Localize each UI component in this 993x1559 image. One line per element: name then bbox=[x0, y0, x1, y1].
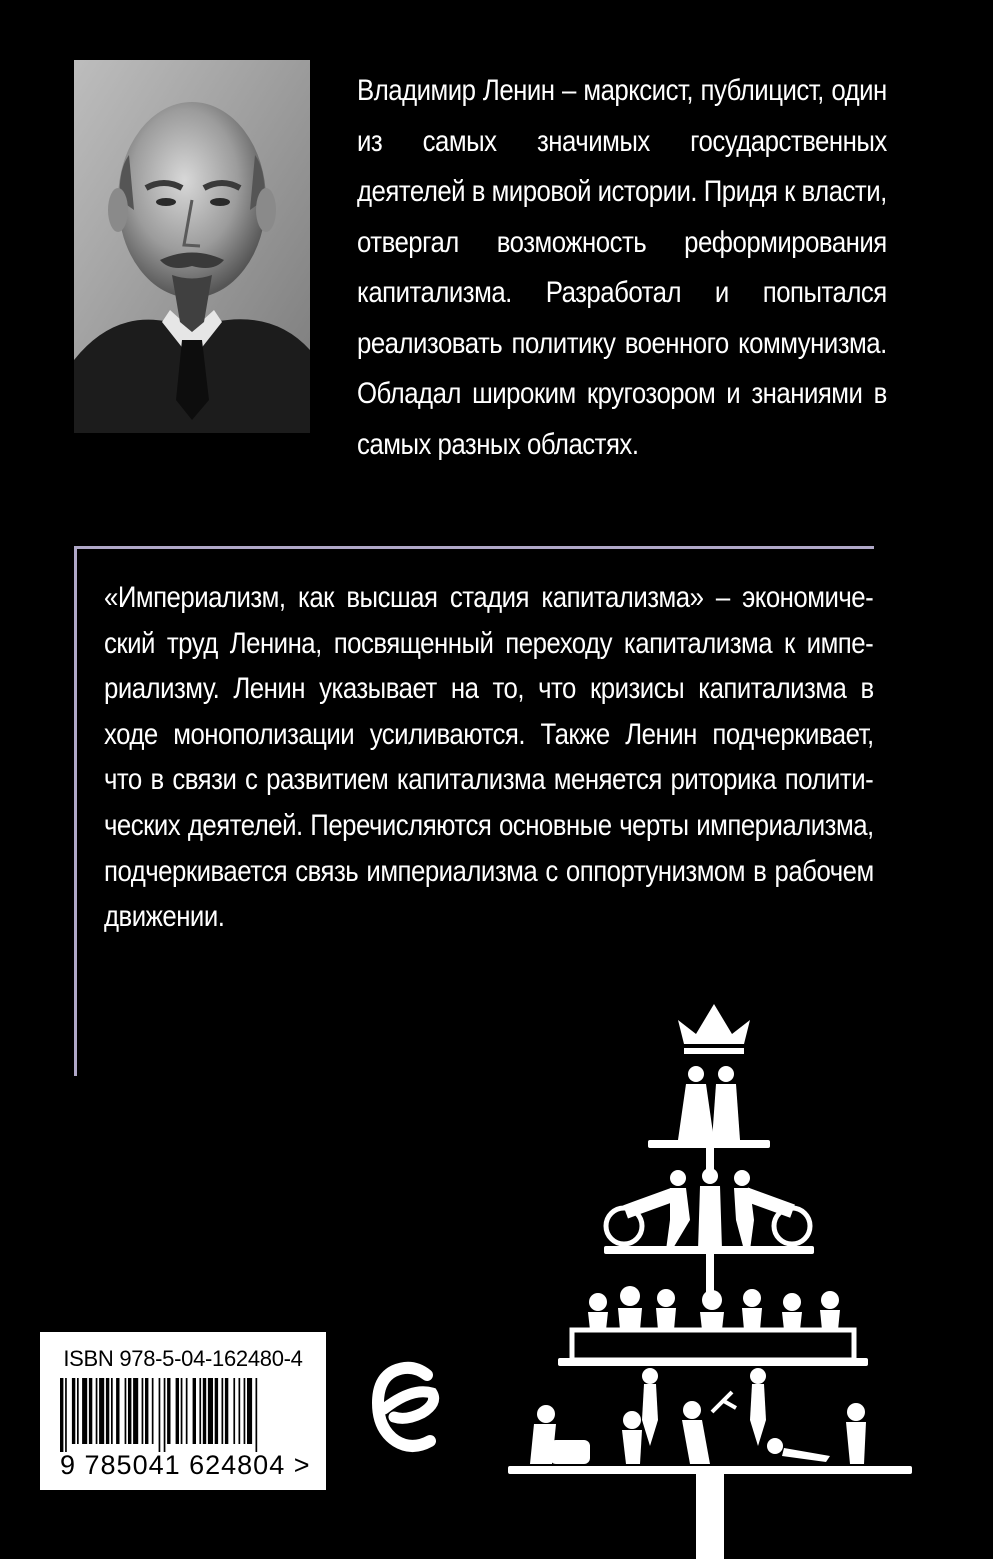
barcode-bar bbox=[199, 1378, 201, 1444]
barcode-bar bbox=[167, 1378, 170, 1444]
barcode-bar bbox=[96, 1378, 98, 1444]
barcode-bar bbox=[152, 1378, 154, 1444]
barcode-bar bbox=[128, 1378, 131, 1444]
barcode-bar bbox=[244, 1378, 246, 1444]
barcode-digits: 9 785041 624804 > bbox=[60, 1450, 311, 1480]
book-description: «Империализм, как высшая стадия капитализма» – экономический труд Ленина, посвященный переходу капитализма к империализму. Ленин указывает на то, что кризисы капитализма в ходе монополизации усиливаются. Также Ленин подчеркивает, что в связи с развитием капитализма меняется риторика политических деятелей. Перечисляются основные черты империализма, подчеркивается связь империализма с оппортунизмом в рабочем движении. bbox=[104, 581, 874, 934]
barcode-bar bbox=[99, 1378, 104, 1444]
barcode-bar bbox=[145, 1378, 148, 1444]
author-bio: Владимир Ленин – марксист, публицист, один из самых значимых государственных деятелей в мировой истории. Придя к власти, отвергал возможность реформирования капитализма. Разработал и попытался реализовать политику военного коммунизма. Обладал широким кругозором и знаниями в самых разных областях. bbox=[357, 74, 887, 461]
barcode-bar bbox=[159, 1378, 161, 1452]
barcode-bar bbox=[233, 1378, 235, 1444]
barcode-bar bbox=[125, 1378, 127, 1444]
author-portrait bbox=[74, 60, 310, 433]
barcode-bar bbox=[247, 1378, 252, 1444]
portrait-image bbox=[74, 60, 310, 433]
barcode-bar bbox=[208, 1378, 213, 1444]
barcode-bar bbox=[111, 1378, 113, 1444]
publisher-logo-icon bbox=[372, 1357, 442, 1457]
barcode-bar bbox=[164, 1378, 166, 1452]
isbn-label: ISBN 978-5-04-162480-4 bbox=[63, 1346, 303, 1371]
frame-left-line bbox=[74, 546, 77, 1076]
barcode-bar bbox=[222, 1378, 224, 1444]
barcode-bar bbox=[82, 1378, 87, 1444]
social-pyramid-illustration bbox=[500, 1000, 920, 1559]
barcode-bar bbox=[215, 1378, 218, 1444]
barcode-bar bbox=[89, 1378, 92, 1444]
barcode-bar bbox=[65, 1378, 67, 1452]
barcode-bar bbox=[193, 1378, 196, 1444]
barcode-bar bbox=[239, 1378, 241, 1444]
barcode-bar bbox=[72, 1378, 75, 1444]
barcode-bar bbox=[133, 1378, 138, 1444]
barcode-bar bbox=[181, 1378, 183, 1444]
barcode-bar bbox=[60, 1378, 63, 1452]
barcode-bar bbox=[176, 1378, 179, 1444]
barcode-bar bbox=[77, 1378, 79, 1444]
barcode-bar bbox=[142, 1378, 144, 1444]
isbn-barcode bbox=[40, 1332, 326, 1490]
barcode-bar bbox=[225, 1378, 228, 1444]
barcode-bar bbox=[186, 1378, 188, 1444]
frame-top-line bbox=[74, 546, 874, 549]
barcode-bar bbox=[203, 1378, 206, 1444]
barcode-bar bbox=[256, 1378, 258, 1452]
barcode-bar bbox=[116, 1378, 119, 1444]
barcode-bar bbox=[106, 1378, 109, 1444]
